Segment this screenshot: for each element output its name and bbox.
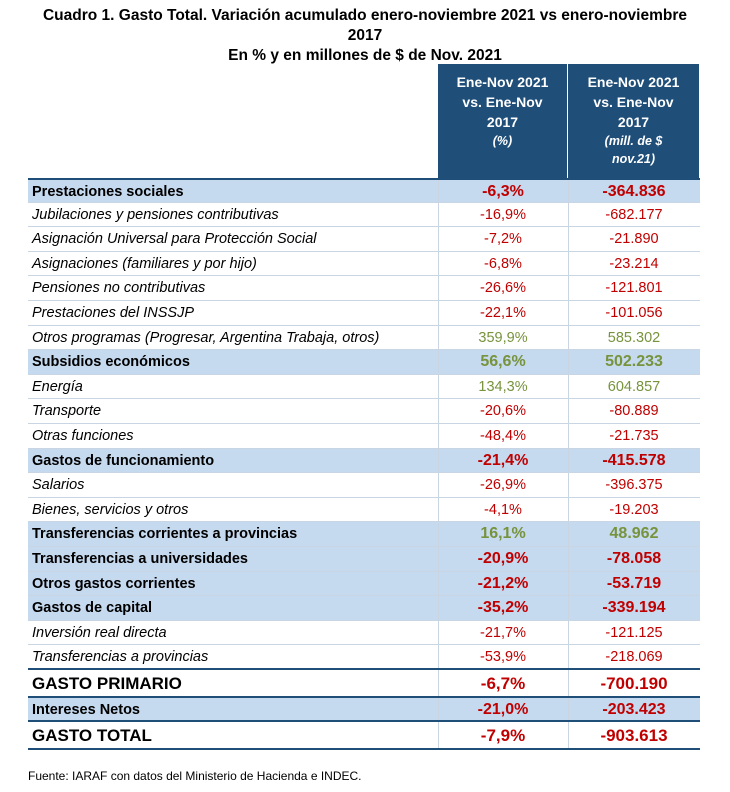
table-row: Intereses Netos -21,0% -203.423	[28, 698, 700, 723]
table-row: Transferencias a provincias -53,9% -218.069	[28, 645, 700, 670]
table-row: Otras funciones -48,4% -21.735	[28, 424, 700, 449]
table-row-total: GASTO TOTAL -7,9% -903.613	[28, 722, 700, 750]
table-row: Prestaciones del INSSJP -22,1% -101.056	[28, 301, 700, 326]
table-row: Prestaciones sociales -6,3% -364.836	[28, 178, 700, 203]
table-title	[0, 6, 730, 66]
title-line-3: En % y en millones de $ de Nov. 2021	[228, 47, 502, 64]
spending-table	[28, 64, 700, 750]
table-row: Transporte -20,6% -80.889	[28, 399, 700, 424]
source-note: Fuente: IARAF con datos del Ministerio de Hacienda e INDEC.	[28, 769, 362, 783]
table-row: Inversión real directa -21,7% -121.125	[28, 621, 700, 646]
table-row: Pensiones no contributivas -26,6% -121.801	[28, 276, 700, 301]
table-row: Energía 134,3% 604.857	[28, 375, 700, 400]
title-line-2: 2017	[347, 27, 383, 44]
table-row: Gastos de capital -35,2% -339.194	[28, 596, 700, 621]
table-row-total-primary: GASTO PRIMARIO -6,7% -700.190	[28, 670, 700, 698]
table-row: Bienes, servicios y otros -4,1% -19.203	[28, 498, 700, 523]
table-row: Gastos de funcionamiento -21,4% -415.578	[28, 449, 700, 474]
table-row: Asignación Universal para Protección Social -7,2% -21.890	[28, 227, 700, 252]
table-row: Transferencias corrientes a provincias 16,1% 48.962	[28, 522, 700, 547]
table-row: Otros programas (Progresar, Argentina Trabaja, otros) 359,9% 585.302	[28, 326, 700, 351]
table-header	[28, 64, 700, 178]
table-row: Jubilaciones y pensiones contributivas -16,9% -682.177	[28, 203, 700, 228]
header-pct-column: Ene-Nov 2021 vs. Ene-Nov 2017 (%)	[438, 64, 568, 178]
table-row: Otros gastos corrientes -21,2% -53.719	[28, 572, 700, 597]
title-line-1: Cuadro 1. Gasto Total. Variación acumulado enero-noviembre 2021 vs enero-noviembre	[42, 7, 688, 24]
table-row: Salarios -26,9% -396.375	[28, 473, 700, 498]
table-row: Transferencias a universidades -20,9% -78.058	[28, 547, 700, 572]
table-row: Subsidios económicos 56,6% 502.233	[28, 350, 700, 375]
header-mill-column: Ene-Nov 2021 vs. Ene-Nov 2017 (mill. de $ nov.21)	[568, 64, 700, 178]
table-row: Asignaciones (familiares y por hijo) -6,8% -23.214	[28, 252, 700, 277]
